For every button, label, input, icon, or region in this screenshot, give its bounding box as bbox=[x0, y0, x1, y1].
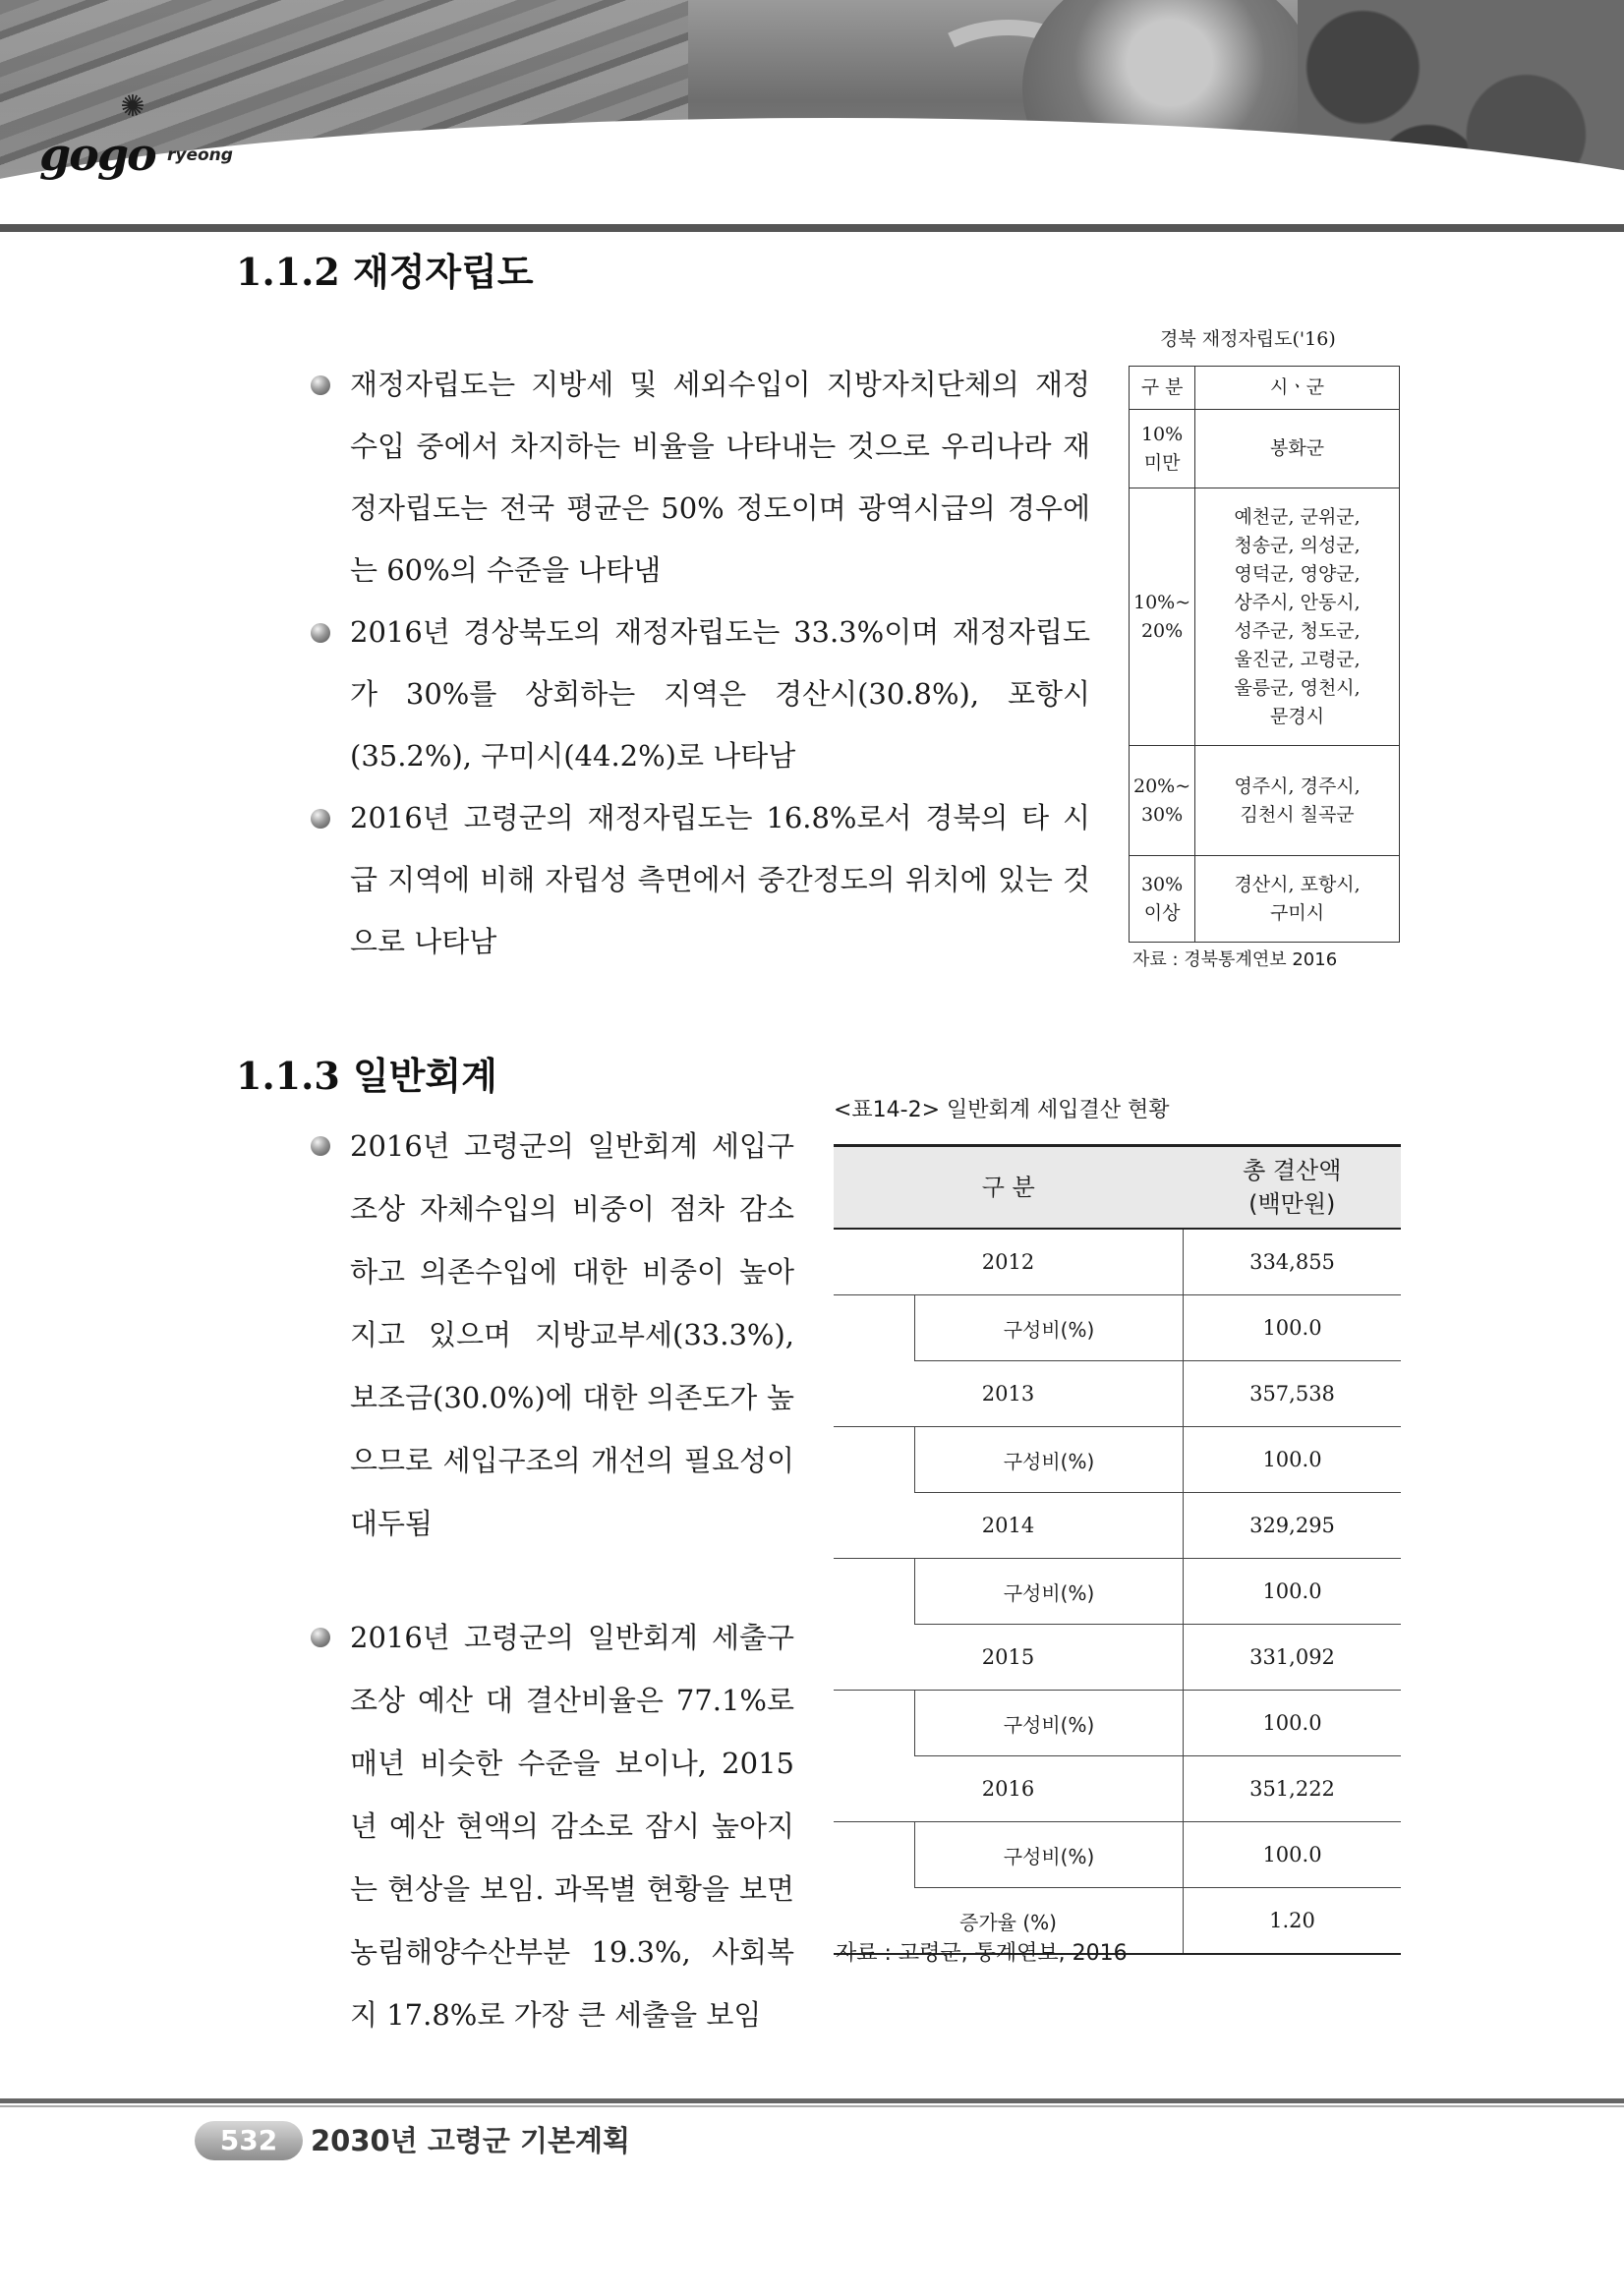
bullet-item bbox=[311, 354, 1090, 602]
table-group-cell: 30% 이상 bbox=[1130, 856, 1195, 943]
table-row bbox=[1130, 410, 1400, 488]
indent-cell bbox=[834, 1295, 915, 1361]
table-group-cell: 10% 미만 bbox=[1130, 410, 1195, 488]
indent-cell bbox=[834, 1822, 915, 1888]
table-row bbox=[1130, 856, 1400, 943]
ratio-value-cell: 100.0 bbox=[1184, 1295, 1402, 1361]
ratio-label-cell: 구성비(%) bbox=[915, 1559, 1184, 1625]
bullet-item bbox=[311, 602, 1090, 787]
ratio-value-cell: 100.0 bbox=[1184, 1559, 1402, 1625]
table1-caption: 경북 재정자립도('16) bbox=[1160, 328, 1336, 350]
total-cell: 331,092 bbox=[1184, 1625, 1402, 1691]
table-row bbox=[1130, 746, 1400, 856]
table2-caption: <표14-2> 일반회계 세입결산 현황 bbox=[834, 1098, 1170, 1122]
table-value-cell: 영주시, 경주시, 김천시 칠곡군 bbox=[1195, 746, 1400, 856]
page-number: 532 bbox=[195, 2121, 303, 2160]
indent-cell bbox=[834, 1559, 915, 1625]
ratio-label-cell: 구성비(%) bbox=[915, 1427, 1184, 1493]
bullet-text: 2016년 고령군의 일반회계 세입구조상 자체수입의 비중이 점차 감소하고 의존수입에 대한 비중이 높아지고 있으며 지방교부세(33.3%), 보조금(30.0%)에 대한 의존도가 높으므로 세입구조의 개선의 필요성이 대두됨 bbox=[350, 1129, 794, 1540]
bullet-text: 2016년 고령군의 재정자립도는 16.8%로서 경북의 타 시급 지역에 비해 자립성 측면에서 중간정도의 위치에 있는 것으로 나타남 bbox=[350, 801, 1090, 958]
table-header-cell: 시ㆍ군 bbox=[1195, 367, 1400, 410]
total-cell: 334,855 bbox=[1184, 1229, 1402, 1295]
table-group-cell: 20%~ 30% bbox=[1130, 746, 1195, 856]
logo-subtext: ryeong bbox=[167, 145, 233, 165]
ratio-label-cell: 구성비(%) bbox=[915, 1295, 1184, 1361]
table-header-cell: 구 분 bbox=[1130, 367, 1195, 410]
ratio-value-cell: 100.0 bbox=[1184, 1427, 1402, 1493]
section-title: 재정자립도 bbox=[353, 251, 534, 294]
table-ratio-row bbox=[834, 1691, 1401, 1756]
table-year-row bbox=[834, 1756, 1401, 1822]
footer-rule-thin bbox=[0, 2105, 1624, 2107]
table-group-cell: 10%~ 20% bbox=[1130, 488, 1195, 746]
table1-source: 자료 : 경북통계연보 2016 bbox=[1132, 949, 1338, 970]
table-header-row bbox=[1130, 367, 1400, 410]
bullet-icon bbox=[311, 809, 330, 829]
bullet-item bbox=[311, 787, 1090, 973]
bullet-icon bbox=[311, 1628, 330, 1647]
year-cell: 2014 bbox=[834, 1493, 1184, 1559]
total-cell: 329,295 bbox=[1184, 1493, 1402, 1559]
bullet-icon bbox=[311, 1136, 330, 1156]
table-year-row bbox=[834, 1361, 1401, 1427]
table-value-cell: 봉화군 bbox=[1195, 410, 1400, 488]
total-cell: 351,222 bbox=[1184, 1756, 1402, 1822]
year-cell: 2013 bbox=[834, 1361, 1184, 1427]
table-ratio-row bbox=[834, 1559, 1401, 1625]
section-title: 일반회계 bbox=[353, 1055, 497, 1098]
bullet-text: 2016년 고령군의 일반회계 세출구조상 예산 대 결산비율은 77.1%로 매년 비슷한 수준을 보이나, 2015년 예산 현액의 감소로 잠시 높아지는 현상을 보임. 과목별 현황을 보면 농림해양수산부분 19.3%, 사회복지 17.8%로 가장 큰 세출을 보임 bbox=[350, 1621, 794, 2032]
table-value-cell: 예천군, 군위군, 청송군, 의성군, 영덕군, 영양군, 상주시, 안동시, 성주군, 청도군, 울진군, 고령군, 울릉군, 영천시, 문경시 bbox=[1195, 488, 1400, 746]
gogo-goryeong-logo bbox=[29, 89, 256, 187]
table-general-account-revenue bbox=[834, 1144, 1401, 1955]
section-number: 1.1.3 bbox=[236, 1054, 340, 1098]
year-cell: 2012 bbox=[834, 1229, 1184, 1295]
bullet-list-general-account bbox=[311, 1115, 794, 2046]
bullet-item bbox=[311, 1115, 794, 1555]
table-ratio-row bbox=[834, 1295, 1401, 1361]
table-year-row bbox=[834, 1229, 1401, 1295]
bullet-item bbox=[311, 1606, 794, 2046]
table2-source: 자료 : 고령군, 통계연보, 2016 bbox=[836, 1941, 1128, 1966]
growth-label-cell: 증가율 (%) bbox=[834, 1888, 1184, 1955]
table-header-cell: 구 분 bbox=[834, 1146, 1184, 1230]
footer-title: 2030년 고령군 기본계획 bbox=[311, 2124, 631, 2157]
indent-cell bbox=[834, 1427, 915, 1493]
table-ratio-row bbox=[834, 1822, 1401, 1888]
table-value-cell: 경산시, 포항시, 구미시 bbox=[1195, 856, 1400, 943]
table-header-cell: 총 결산액 (백만원) bbox=[1184, 1146, 1402, 1230]
ratio-label-cell: 구성비(%) bbox=[915, 1691, 1184, 1756]
table-year-row bbox=[834, 1493, 1401, 1559]
bullet-text: 재정자립도는 지방세 및 세외수입이 지방자치단체의 재정 수입 중에서 차지하는 비율을 나타내는 것으로 우리나라 재정자립도는 전국 평균은 50% 정도이며 광역시급의 경우에는 60%의 수준을 나타냄 bbox=[350, 368, 1090, 587]
bullet-icon bbox=[311, 375, 330, 395]
bullet-text: 2016년 경상북도의 재정자립도는 33.3%이며 재정자립도가 30%를 상회하는 지역은 경산시(30.8%), 포항시(35.2%), 구미시(44.2%)로 나타남 bbox=[350, 615, 1090, 773]
ratio-label-cell: 구성비(%) bbox=[915, 1822, 1184, 1888]
section-number: 1.1.2 bbox=[236, 250, 340, 294]
year-cell: 2016 bbox=[834, 1756, 1184, 1822]
table-gyeongbuk-fiscal-independence bbox=[1129, 366, 1400, 943]
indent-cell bbox=[834, 1691, 915, 1756]
year-cell: 2015 bbox=[834, 1625, 1184, 1691]
section-heading-1-1-3 bbox=[236, 1046, 497, 1100]
sun-icon: ✺ bbox=[120, 89, 145, 124]
table-year-row bbox=[834, 1625, 1401, 1691]
header-rule bbox=[0, 224, 1624, 232]
logo-mark: gogo bbox=[39, 128, 155, 181]
footer-rule bbox=[0, 2098, 1624, 2103]
bullet-icon bbox=[311, 623, 330, 643]
table-row bbox=[1130, 488, 1400, 746]
table-header-row bbox=[834, 1146, 1401, 1230]
ratio-value-cell: 100.0 bbox=[1184, 1822, 1402, 1888]
section-heading-1-1-2 bbox=[236, 242, 534, 296]
bullet-list-fiscal-independence bbox=[311, 354, 1090, 973]
growth-value-cell: 1.20 bbox=[1184, 1888, 1402, 1955]
table-ratio-row bbox=[834, 1427, 1401, 1493]
ratio-value-cell: 100.0 bbox=[1184, 1691, 1402, 1756]
total-cell: 357,538 bbox=[1184, 1361, 1402, 1427]
